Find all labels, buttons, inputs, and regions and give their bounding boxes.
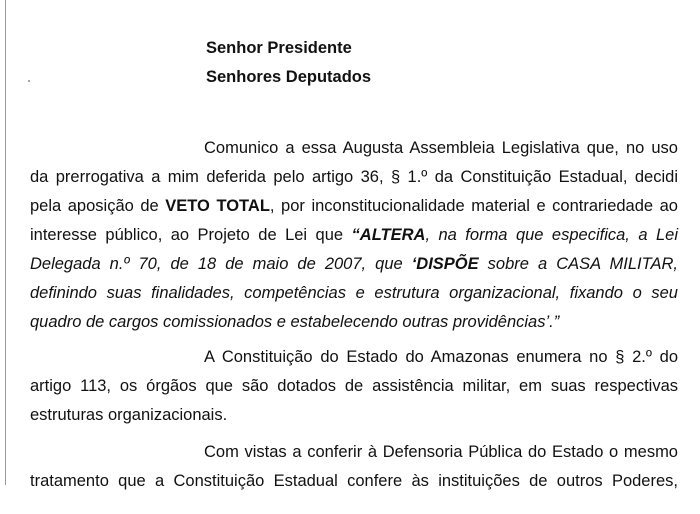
text-line bbox=[30, 308, 678, 337]
text-line bbox=[30, 221, 678, 250]
constitution-paragraph bbox=[30, 343, 678, 430]
text-line: A Constituição do Estado do Amazonas enumera no § 2.º do bbox=[204, 348, 678, 366]
page-left-edge bbox=[5, 0, 6, 485]
text-line bbox=[30, 279, 678, 308]
text-line: estruturas organizacionais. bbox=[30, 406, 228, 424]
text-run: Delegada n.º 70, de 18 de maio de 2007, que bbox=[30, 255, 412, 273]
text-line: Comunico a essa Augusta Assembleia Legislativa que, no uso bbox=[204, 139, 678, 157]
dispoe-emphasis: ‘DISPÕE bbox=[411, 255, 479, 273]
text-line bbox=[30, 192, 678, 221]
text-run: , na forma que especifica, a Lei bbox=[425, 226, 678, 244]
text-run: pela aposição de bbox=[30, 197, 166, 215]
text-run: , por inconstitucionalidade material e contrariedade ao bbox=[269, 197, 678, 215]
text-line: tratamento que a Constituição Estadual confere às instituições de outros Poderes, bbox=[30, 472, 678, 490]
salutation-president: Senhor Presidente bbox=[206, 39, 352, 57]
salutation bbox=[206, 34, 371, 92]
veto-paragraph bbox=[30, 134, 678, 337]
text-line: Com vistas a conferir à Defensoria Pública do Estado o mesmo bbox=[204, 443, 678, 461]
veto-total-emphasis: VETO TOTAL bbox=[165, 197, 270, 215]
text-run: sobre a CASA MILITAR, bbox=[478, 255, 678, 273]
scan-speck bbox=[28, 80, 30, 82]
text-line: artigo 113, os órgãos que são dotados de assistência militar, em suas respectivas bbox=[30, 377, 678, 395]
defensoria-paragraph bbox=[30, 438, 678, 496]
salutation-deputies: Senhores Deputados bbox=[206, 68, 372, 86]
text-run: quadro de cargos comissionados e estabelecendo outras providências’.” bbox=[30, 313, 560, 331]
altera-emphasis: “ALTERA bbox=[351, 226, 426, 244]
text-line: da prerrogativa a mim deferida pelo artigo 36, § 1.º da Constituição Estadual, decidi bbox=[30, 168, 678, 186]
text-run: interesse público, ao Projeto de Lei que bbox=[30, 226, 352, 244]
text-line bbox=[30, 250, 678, 279]
text-run: definindo suas finalidades, competências e estrutura organizacional, fixando o seu bbox=[30, 284, 678, 302]
